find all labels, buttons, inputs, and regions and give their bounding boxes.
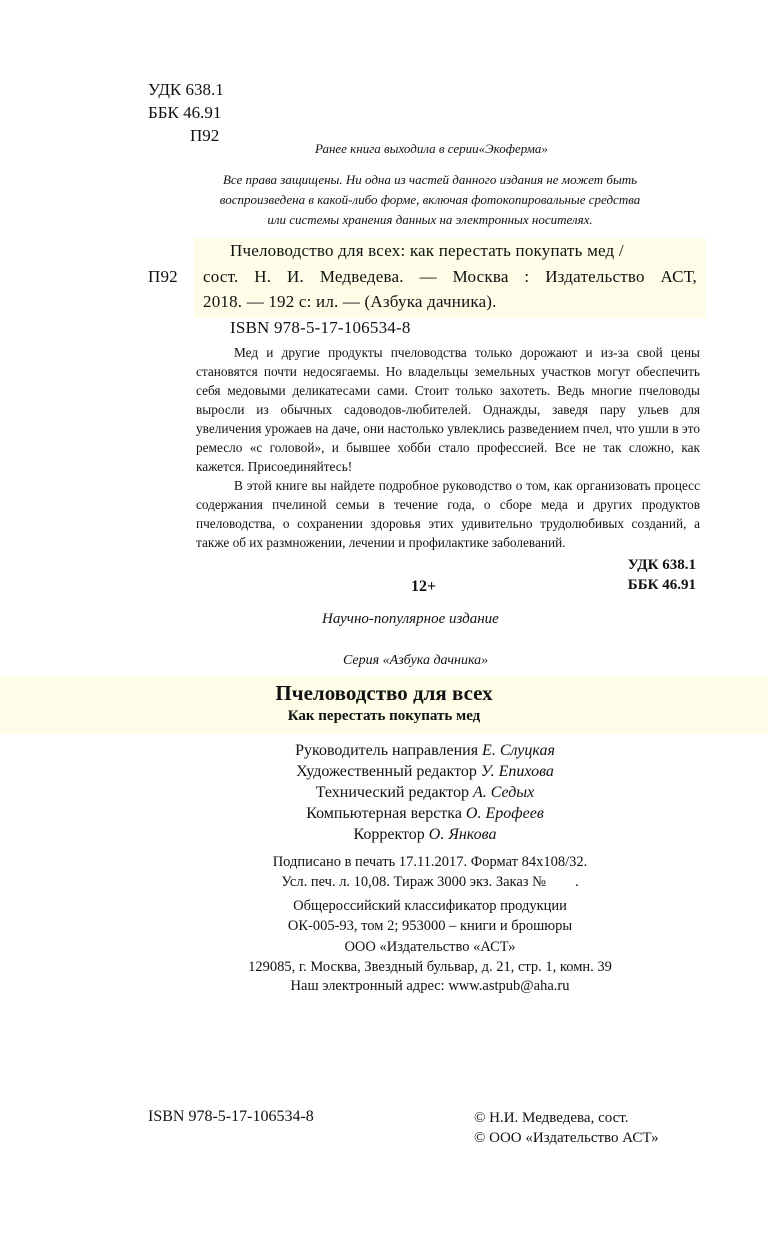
credit-line: Художественный редактор У. Епихова <box>296 763 554 780</box>
credit-line: Руководитель направления Е. Слуцкая <box>295 742 555 759</box>
publisher-info <box>200 938 660 997</box>
age-rating: 12+ <box>411 578 437 595</box>
bbk-right: ББК 46.91 <box>627 577 696 593</box>
catalog-author-mark: П92 <box>148 267 178 286</box>
rights-statement <box>180 170 680 230</box>
product-classifier <box>200 897 660 936</box>
catalog-isbn: ISBN 978-5-17-106534-8 <box>230 318 411 337</box>
author-mark: П92 <box>190 126 220 145</box>
publisher-address: 129085, г. Москва, Звездный бульвар, д. 21, стр. 1, комн. 39 <box>248 958 612 975</box>
catalog-line: Пчеловодство для всех: как перестать покупать мед / <box>230 241 624 260</box>
annotation <box>196 343 700 552</box>
classifier-line: ОК-005-93, том 2; 953000 – книги и брошюры <box>287 917 573 934</box>
rights-line: воспроизведена в какой-либо форме, включая фотокопировальные средства <box>219 192 641 207</box>
series-label: Серия «Азбука дачника» <box>343 653 489 668</box>
bbk-code: ББК 46.91 <box>148 103 222 122</box>
catalog-line: сост. Н. И. Медведева. — Москва : Издательство АСТ, <box>203 267 697 286</box>
copyright-publisher: © ООО «Издательство АСТ» <box>474 1130 659 1146</box>
credit-line: Корректор О. Янкова <box>353 826 497 843</box>
edition-type: Научно-популярное издание <box>322 611 499 627</box>
credit-line: Технический редактор А. Седых <box>315 784 535 801</box>
publisher-name: ООО «Издательство «АСТ» <box>344 939 516 955</box>
footer-isbn: ISBN 978-5-17-106534-8 <box>148 1108 314 1125</box>
credit-line: Компьютерная верстка О. Ерофеев <box>306 805 544 822</box>
classifier-line: Общероссийский классификатор продукции <box>293 898 567 914</box>
udk-code: УДК 638.1 <box>148 80 224 99</box>
annotation-paragraph: В этой книге вы найдете подробное руководство о том, как организовать процесс содержания пчелиной семьи в течение года, о сборе меда и других продуктов пчеловодства, о сохранении здоровья этих удивительно трудолюбивых созданий, а также об их размножении, лечении и профилактике заболеваний. <box>196 478 700 550</box>
annotation-paragraph: Мед и другие продукты пчеловодства только дорожают и из-за свой цены становятся почти недосягаемы. Но владельцы земельных участков могут обеспечить себя медовыми деликатесами сами. Стоит только захотеть. Ведь многие пчеловоды выросли из обычных садоводов-любителей. Однажды, заведя пару ульев для увеличения урожаев на даче, они настолько увлеклись разведением пчел, что ушли в это ремесло «с головой», и бывшее хобби стало профессией. Все не так сложно, как кажется. Присоединяйтесь! <box>196 345 700 474</box>
previous-series-note: Ранее книга выходила в серии«Экоферма» <box>315 141 548 156</box>
copyright-compiler: © Н.И. Медведева, сост. <box>474 1110 629 1126</box>
catalog-line: 2018. — 192 с: ил. — (Азбука дачника). <box>203 292 497 311</box>
print-info <box>200 853 660 892</box>
rights-line: Все права защищены. Ни одна из частей данного издания не может быть <box>222 172 638 187</box>
print-info-line: Подписано в печать 17.11.2017. Формат 84x108/32. <box>272 854 588 870</box>
book-title: Пчеловодство для всех <box>275 681 493 705</box>
publisher-email: Наш электронный адрес: www.astpub@aha.ru <box>290 978 570 994</box>
credits-list <box>220 740 630 845</box>
rights-line: или системы хранения данных на электронных носителях. <box>267 212 593 227</box>
print-info-line: Усл. печ. л. 10,08. Тираж 3000 экз. Заказ № . <box>281 873 579 890</box>
book-subtitle: Как перестать покупать мед <box>287 708 481 724</box>
udk-right: УДК 638.1 <box>627 557 696 573</box>
